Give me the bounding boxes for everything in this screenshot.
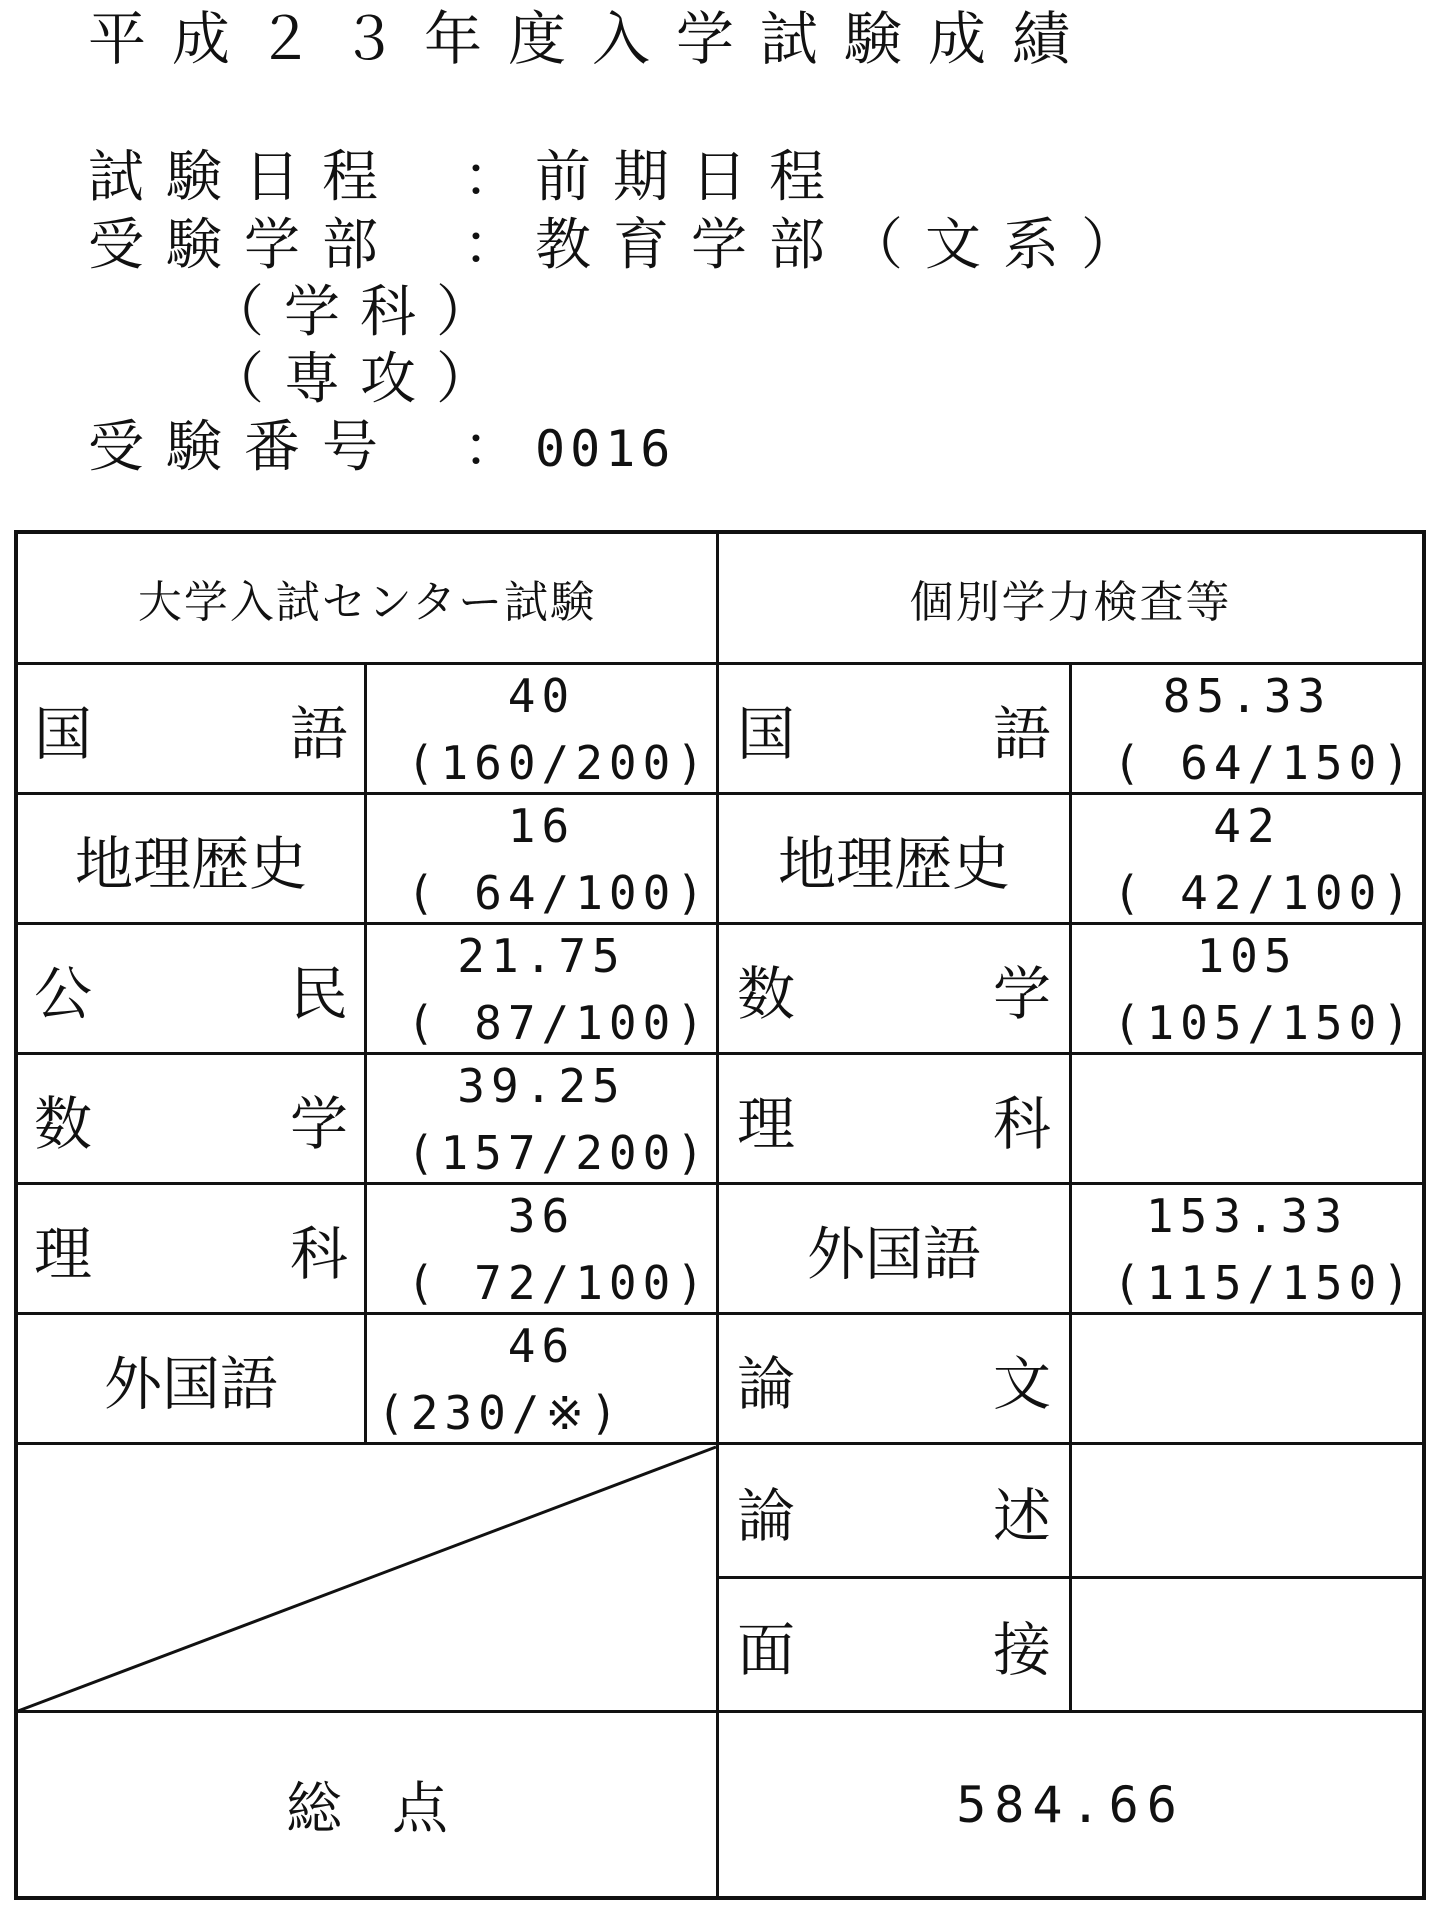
left-score-geo-history <box>367 795 719 925</box>
right-score-interview <box>1072 1579 1422 1713</box>
left-subject-geo-history: 地理歴史 <box>18 795 367 925</box>
left-score-foreign-language-value: 46 <box>507 1319 576 1373</box>
exam-number-value: 0016 <box>535 420 676 478</box>
left-score-civics-detail: ( 87/100) <box>406 996 710 1050</box>
faculty-separator: ： <box>463 213 519 278</box>
diagonal-strike-line <box>18 1445 719 1713</box>
left-score-foreign-language <box>367 1315 719 1445</box>
left-subject-science: 理 科 <box>18 1185 367 1315</box>
right-score-japanese-detail: ( 64/150) <box>1112 736 1416 790</box>
left-score-foreign-language-detail: (230/※) <box>377 1386 624 1440</box>
individual-test-header: 個別学力検査等 <box>719 534 1422 665</box>
exam-number-label: 受験番号 <box>88 415 400 480</box>
right-subject-foreign-language: 外国語 <box>719 1185 1072 1315</box>
faculty-line <box>88 213 1159 286</box>
right-subject-math: 数 学 <box>719 925 1072 1055</box>
total-score-value: 584.66 <box>956 1775 1185 1834</box>
left-score-math-value: 39.25 <box>457 1059 626 1113</box>
right-score-science <box>1072 1055 1422 1185</box>
right-subject-essay: 論 文 <box>719 1315 1072 1445</box>
schedule-value: 前期日程 <box>535 145 847 210</box>
right-score-foreign-language-detail: (115/150) <box>1112 1256 1416 1310</box>
right-score-japanese <box>1072 665 1422 795</box>
right-subject-geo-history: 地理歴史 <box>719 795 1072 925</box>
right-score-written-statement <box>1072 1445 1422 1579</box>
left-score-geo-history-value: 16 <box>507 799 576 853</box>
major-label: （専攻） <box>208 347 512 412</box>
left-score-science-value: 36 <box>507 1189 576 1243</box>
left-subject-foreign-language: 外国語 <box>18 1315 367 1445</box>
left-score-math-detail: (157/200) <box>406 1126 710 1180</box>
right-subject-interview: 面 接 <box>719 1579 1072 1713</box>
left-score-civics-value: 21.75 <box>457 929 626 983</box>
total-score-label: 総点 <box>18 1713 719 1896</box>
left-score-math <box>367 1055 719 1185</box>
left-score-japanese-detail: (160/200) <box>406 736 710 790</box>
right-score-geo-history-value: 42 <box>1213 799 1281 853</box>
empty-diagonal-cell <box>18 1445 719 1713</box>
faculty-label: 受験学部 <box>88 213 400 278</box>
left-score-japanese <box>367 665 719 795</box>
faculty-value: 教育学部（文系） <box>535 213 1159 278</box>
right-score-foreign-language-value: 153.33 <box>1145 1189 1349 1243</box>
right-score-geo-history-detail: ( 42/100) <box>1112 866 1416 920</box>
right-score-japanese-value: 85.33 <box>1162 669 1332 723</box>
left-score-geo-history-detail: ( 64/100) <box>406 866 710 920</box>
left-subject-japanese: 国 語 <box>18 665 367 795</box>
right-subject-written-statement: 論 述 <box>719 1445 1072 1579</box>
right-score-math-detail: (105/150) <box>1112 996 1416 1050</box>
right-score-math-value: 105 <box>1196 929 1298 983</box>
left-score-japanese-value: 40 <box>507 669 576 723</box>
left-subject-math: 数 学 <box>18 1055 367 1185</box>
right-score-math <box>1072 925 1422 1055</box>
document-title: 平成２３年度入学試験成績 <box>88 5 1097 73</box>
exam-number-separator: ： <box>463 415 519 480</box>
right-score-geo-history <box>1072 795 1422 925</box>
left-score-science <box>367 1185 719 1315</box>
left-score-science-detail: ( 72/100) <box>406 1256 710 1310</box>
schedule-line <box>88 145 847 218</box>
right-subject-science: 理 科 <box>719 1055 1072 1185</box>
left-score-civics <box>367 925 719 1055</box>
score-table <box>14 530 1426 1900</box>
left-subject-civics: 公 民 <box>18 925 367 1055</box>
right-score-foreign-language <box>1072 1185 1422 1315</box>
exam-number-line <box>88 415 676 488</box>
schedule-label: 試験日程 <box>88 145 400 210</box>
right-score-essay <box>1072 1315 1422 1445</box>
right-subject-japanese: 国 語 <box>719 665 1072 795</box>
schedule-separator: ： <box>463 145 519 210</box>
department-label: （学科） <box>208 280 512 345</box>
center-test-header: 大学入試センター試験 <box>18 534 719 665</box>
